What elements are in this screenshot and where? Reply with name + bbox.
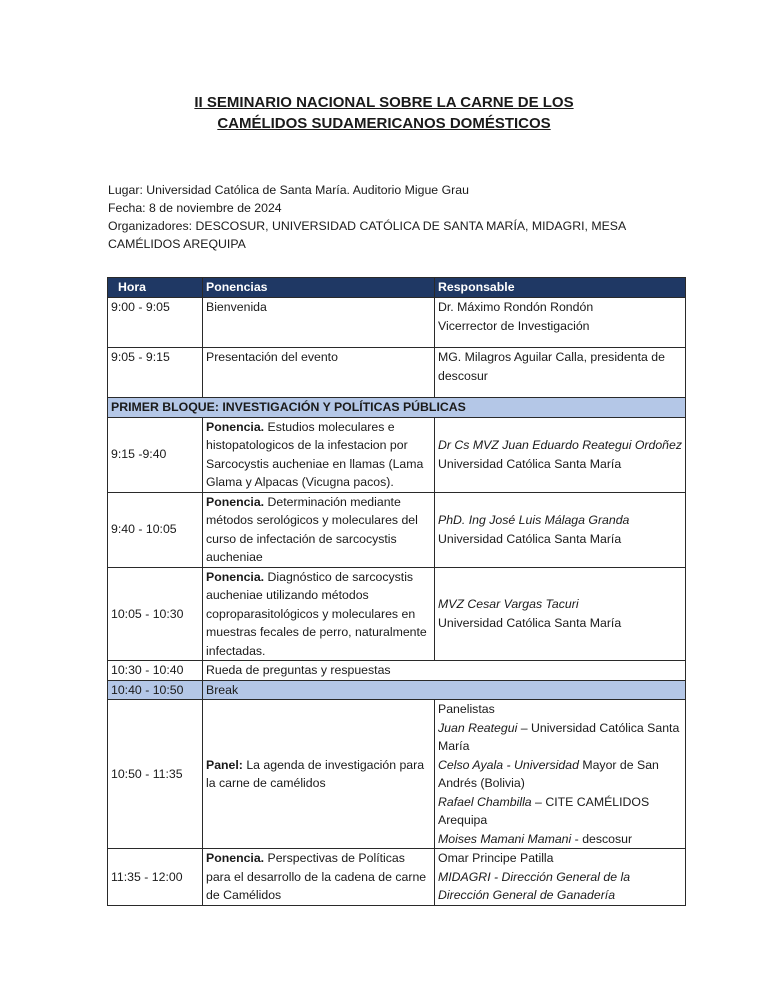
table-row — [108, 492, 686, 567]
table-row — [108, 298, 686, 348]
responsible-name: Omar Principe Patilla — [438, 851, 554, 865]
section-title: PRIMER BLOQUE: INVESTIGACIÓN Y POLÍTICAS PÚBLICAS — [108, 398, 686, 418]
row-responsible — [435, 417, 686, 492]
talk-label: Ponencia. — [206, 569, 265, 584]
responsible-name: PhD. Ing José Luis Málaga Granda — [438, 513, 630, 527]
row-talk — [203, 567, 435, 661]
responsible-name: MVZ Cesar Vargas Tacuri — [438, 597, 579, 612]
responsible-role: Vicerrector de Investigación — [438, 318, 590, 333]
responsible-name: Dr Cs MVZ Juan Eduardo Reategui Ordoñez — [438, 438, 683, 452]
event-info — [108, 181, 668, 253]
talk-text: La agenda de investigación para la carne de camélidos — [206, 757, 425, 790]
title-line-2: CAMÉLIDOS SUDAMERICANOS DOMÉSTICOS — [217, 115, 551, 132]
panelist: Celso Ayala - Universidad Mayor de San Andrés (Bolivia) — [438, 757, 659, 790]
panelist: Juan Reategui – Universidad Católica Santa María — [438, 720, 680, 753]
header-responsable: Responsable — [435, 278, 686, 298]
row-time: 10:40 - 10:50 — [108, 680, 203, 700]
talk-label: Ponencia. — [206, 851, 265, 865]
row-time: 9:00 - 9:05 — [108, 298, 203, 348]
table-row — [108, 849, 686, 906]
organizers-text-2: CAMÉLIDOS AREQUIPA — [108, 237, 246, 251]
table-row — [108, 567, 686, 661]
title-line-1: II SEMINARIO NACIONAL SOBRE LA CARNE DE LOS — [194, 94, 574, 111]
row-responsible — [435, 298, 686, 348]
row-responsible — [435, 700, 686, 849]
row-talk: Bienvenida — [203, 298, 435, 348]
talk-text: Diagnóstico de sarcocystis aucheniae utilizando métodos coproparasitológicos y moleculares en muestras fecales de perro, naturalmente infectadas. — [206, 569, 427, 658]
row-time: 11:35 - 12:00 — [108, 849, 203, 906]
panelists-heading: Panelistas — [438, 702, 495, 716]
talk-text: Perspectivas de Políticas para el desarrollo de la cadena de carne de Camélidos — [206, 851, 427, 902]
row-talk: Presentación del evento — [203, 348, 435, 398]
date-text: Fecha: 8 de noviembre de 2024 — [108, 201, 282, 215]
table-header-row — [108, 278, 686, 298]
row-talk — [203, 700, 435, 849]
row-time: 10:05 - 10:30 — [108, 567, 203, 661]
table-row-break — [108, 680, 686, 700]
table-row — [108, 417, 686, 492]
row-talk: Rueda de preguntas y respuestas — [203, 661, 686, 681]
panelist: Rafael Chambilla – CITE CAMÉLIDOS Arequipa — [438, 794, 650, 827]
responsible-name: Dr. Máximo Rondón Rondón — [438, 300, 594, 314]
row-time: 10:30 - 10:40 — [108, 661, 203, 681]
row-responsible — [435, 348, 686, 398]
responsible-institution: Universidad Católica Santa María — [438, 615, 622, 630]
talk-label: Panel: — [206, 757, 243, 772]
responsible-institution: Universidad Católica Santa María — [438, 456, 622, 471]
row-time: 9:15 -9:40 — [108, 417, 203, 492]
row-responsible — [435, 567, 686, 661]
row-talk — [203, 849, 435, 906]
venue-text: Lugar: Universidad Católica de Santa María. Auditorio Migue Grau — [108, 183, 469, 197]
header-hora: Hora — [108, 278, 203, 298]
row-responsible — [435, 492, 686, 567]
responsible-name: MG. Milagros Aguilar Calla, presidenta de — [438, 350, 665, 364]
responsible-role: descosur — [438, 368, 488, 383]
row-time: 9:05 - 9:15 — [108, 348, 203, 398]
row-responsible — [435, 849, 686, 906]
row-time: 9:40 - 10:05 — [108, 492, 203, 567]
row-talk: Break — [203, 680, 686, 700]
section-row — [108, 398, 686, 418]
organizers-text-1: Organizadores: DESCOSUR, UNIVERSIDAD CATÓLICA DE SANTA MARÍA, MIDAGRI, MESA — [108, 219, 627, 233]
talk-label: Ponencia. — [206, 494, 265, 509]
talk-text: Estudios moleculares e histopatologicos de la infestacion por Sarcocystis aucheniae en llamas (Lama Glama y Alpacas (Vicugna pacos). — [206, 419, 424, 489]
table-row — [108, 700, 686, 849]
talk-text: Determinación mediante métodos serológicos y moleculares del curso de infectación de sarcocystis aucheniae — [206, 494, 418, 564]
table-row — [108, 661, 686, 681]
table-row — [108, 348, 686, 398]
program-table — [107, 277, 686, 906]
row-talk — [203, 417, 435, 492]
header-ponencias: Ponencias — [203, 278, 435, 298]
responsible-institution: Universidad Católica Santa María — [438, 531, 622, 546]
responsible-institution: MIDAGRI - Dirección General de la Dirección General de Ganadería — [438, 869, 631, 902]
panelist: Moises Mamani Mamani - descosur — [438, 831, 633, 846]
row-talk — [203, 492, 435, 567]
row-time: 10:50 - 11:35 — [108, 700, 203, 849]
document-title — [0, 92, 768, 134]
talk-label: Ponencia. — [206, 419, 265, 434]
